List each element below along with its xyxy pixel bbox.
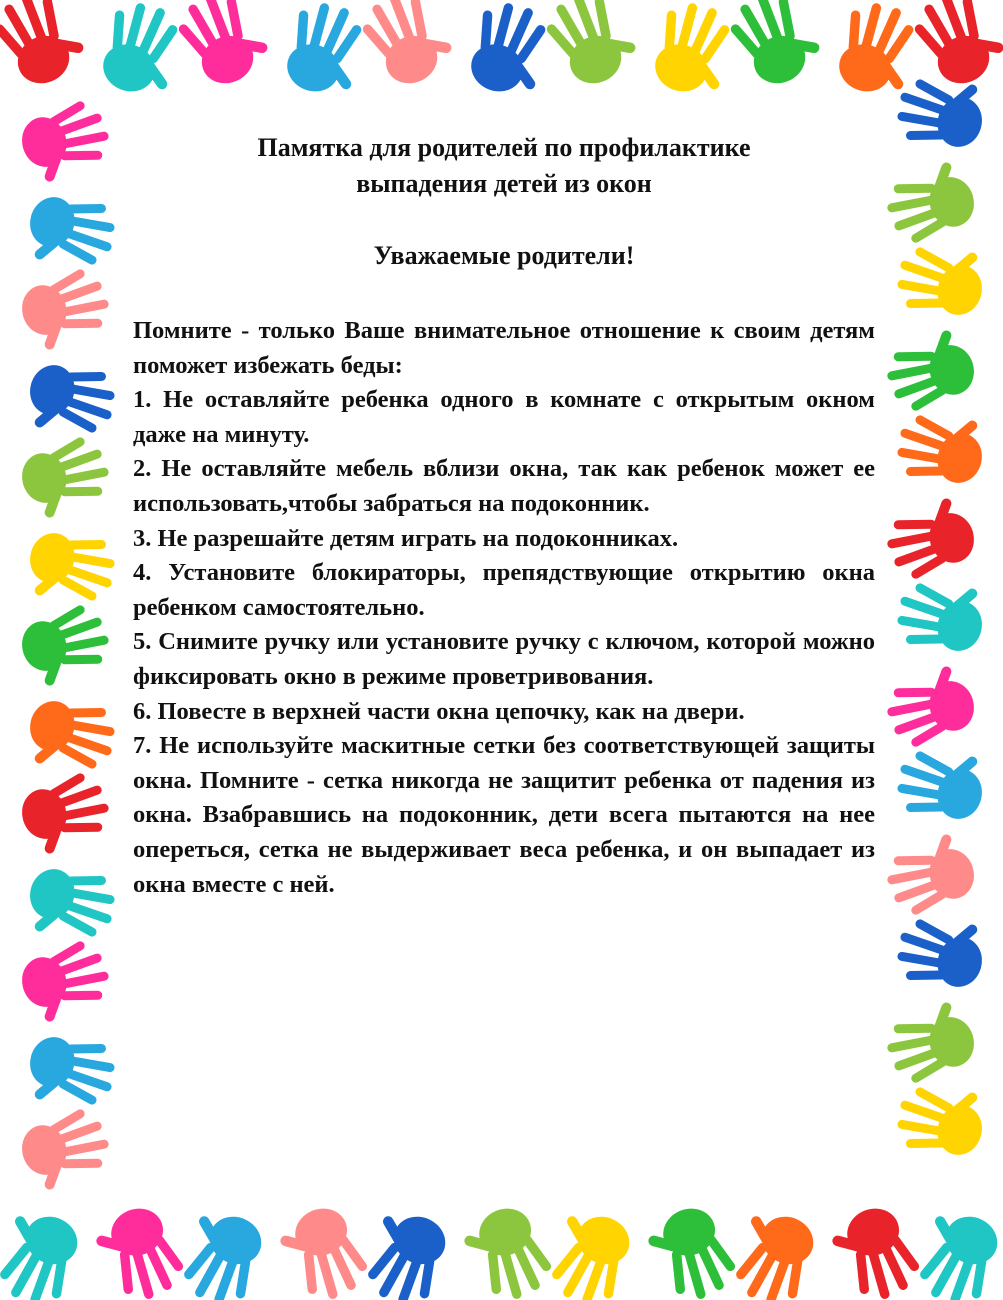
handprint-icon [351,1201,459,1300]
handprint-icon [824,1199,927,1300]
handprint-icon [642,0,745,105]
list-item-5: 5. Снимите ручку или установите ручку с ключом, которой можно фиксировать окно в режиме проветривования. [133,628,875,690]
handprint-icon [890,65,992,158]
handprint-icon [719,1201,827,1300]
handprint-icon [879,492,981,585]
handprint-icon [167,1201,275,1300]
handprint-icon [0,0,93,94]
list-item-2: 2. Не оставляйте мебель вблизи окна, так как ребенок может ее использовать,чтобы забраться на подоконник. [133,455,875,517]
handprint-icon [890,401,992,494]
handprint-icon [20,522,122,615]
list-item-6: 6. Повесте в верхней части окна цепочку, как на двери. [133,697,745,725]
handprint-icon [20,858,122,951]
handprint-icon [879,828,981,921]
handprint-icon [15,431,117,524]
handprint-icon [272,1199,375,1300]
handprint-icon [15,767,117,860]
handprint-icon [0,1201,91,1300]
handprint-icon [15,935,117,1028]
handprint-icon [535,1201,643,1300]
handprint-icon [88,1199,191,1300]
handprint-icon [20,690,122,783]
list-item-1: 1. Не оставляйте ребенка одного в комнате с открытым окном даже на минуту. [133,386,875,448]
handprint-icon [537,0,645,94]
title-line-2: выпадения детей из окон [356,169,652,198]
handprint-icon [903,1201,1003,1300]
handprint-icon [169,0,277,94]
handprint-icon [15,95,117,188]
handprint-icon [879,156,981,249]
memo-text [133,130,875,902]
title-line-1: Памятка для родителей по профилактике [257,133,751,162]
handprint-icon [890,233,992,326]
handprint-icon [890,737,992,830]
list-item-4: 4. Установите блокираторы, препядствующие открытию окна ребенком самостоятельно. [133,559,875,621]
handprint-icon [879,660,981,753]
handprint-icon [20,354,122,447]
handprint-icon [879,996,981,1089]
handprint-icon [15,263,117,356]
handprint-icon [458,0,561,105]
handprint-icon [90,0,193,105]
list-item-7: 7. Не используйте маскитные сетки без соответствующей защиты окна. Помните - сетка никогда не защитит ребенка от падения из окна. Взабравшись на подоконник, дети всега пытаются на нее опереться, сетка не выдерживает веса ребенка, и он выпадает из окна вместе с ней. [133,732,875,898]
page-title [133,130,875,202]
handprint-icon [15,599,117,692]
intro-paragraph: Помните - только Ваше внимательное отношение к своим детям поможет избежать беды: [133,317,875,379]
handprint-icon [879,324,981,417]
handprint-icon [640,1199,743,1300]
handprint-icon [353,0,461,94]
handprint-icon [274,0,377,105]
list-item-3: 3. Не разрешайте детям играть на подоконниках. [133,524,679,552]
greeting: Уважаемые родители! [373,241,635,270]
handprint-icon [721,0,829,94]
handprint-icon [20,1026,122,1119]
handprint-icon [890,1073,992,1166]
handprint-icon [20,186,122,279]
handprint-icon [15,1103,117,1196]
handprint-icon [456,1199,559,1300]
handprint-icon [890,569,992,662]
handprint-icon [890,905,992,998]
handprint-icon [826,0,929,105]
